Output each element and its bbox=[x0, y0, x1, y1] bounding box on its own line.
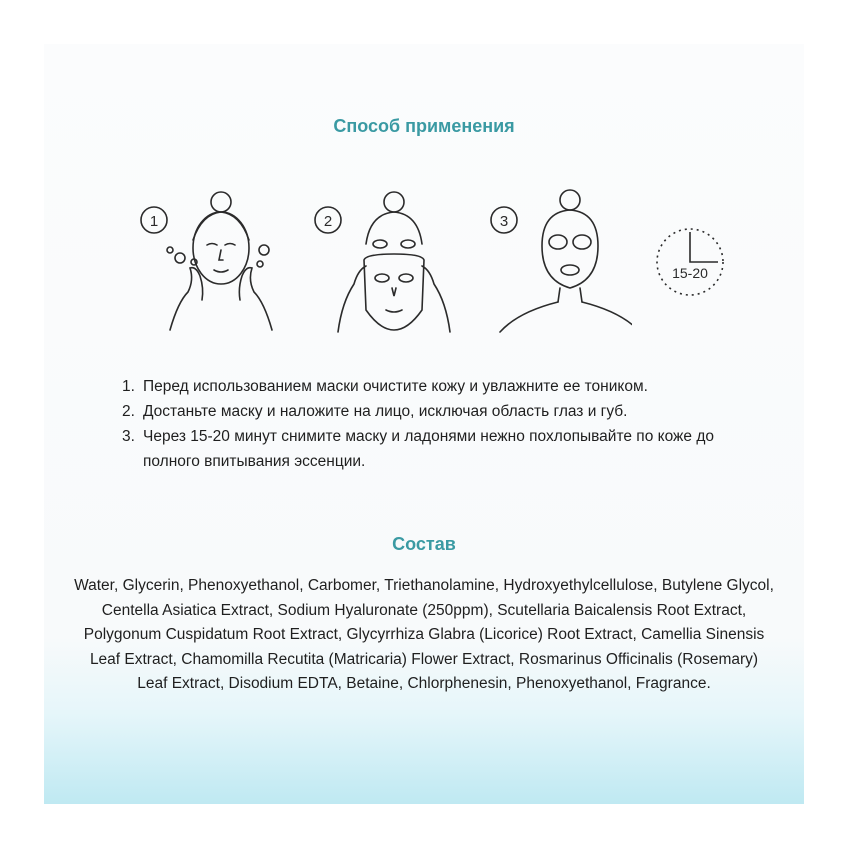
usage-title: Способ применения bbox=[333, 116, 515, 136]
masked-face-icon bbox=[542, 210, 598, 288]
step-text: Перед использованием маски очистите кожу и увлажните ее тоником. bbox=[143, 378, 648, 395]
step-text: Достаньте маску и наложите на лицо, исключая область глаз и губ. bbox=[143, 403, 628, 420]
step-number: 1. bbox=[122, 378, 135, 395]
timer-label: 15-20 bbox=[672, 265, 708, 281]
step-2-badge-label: 2 bbox=[323, 213, 333, 230]
right-hand-icon bbox=[239, 268, 272, 330]
left-hand-icon bbox=[338, 266, 366, 332]
step-3-illustration bbox=[482, 184, 632, 334]
timer-icon bbox=[654, 226, 726, 298]
usage-step bbox=[122, 399, 742, 424]
sheet-mask-icon bbox=[364, 254, 424, 330]
content-panel bbox=[44, 44, 804, 804]
right-hand-icon bbox=[422, 266, 450, 332]
left-hand-icon bbox=[170, 268, 203, 330]
step-1-badge-label: 1 bbox=[149, 213, 159, 230]
step-3-badge-label: 3 bbox=[499, 213, 509, 230]
composition-text: Water, Glycerin, Phenoxyethanol, Carbomer, Triethanolamine, Hydroxyethylcellulose, Butylene Glycol, Centella Asiatica Extract, Sodium Hyaluronate (250ppm), Scutellaria Baicalensis Root Extract, Polygonum Cuspidatum Root Extract, Glycyrrhiza Glabra (Licorice) Root Extract, Camellia Sinensis Leaf Extract, Chamomilla Recutita (Matricaria) Flower Extract, Rosmarinus Officinalis (Rosemary) Leaf Extract, Disodium EDTA, Betaine, Chlorphenesin, Phenoxyethanol, Fragrance. bbox=[74, 577, 774, 692]
step-2-illustration bbox=[308, 184, 458, 334]
composition-title: Состав bbox=[392, 534, 456, 554]
step-number: 3. bbox=[122, 428, 135, 445]
bubble-icon bbox=[175, 253, 185, 263]
usage-steps-list bbox=[122, 374, 742, 474]
usage-step bbox=[122, 374, 742, 399]
step-number: 2. bbox=[122, 403, 135, 420]
usage-step bbox=[122, 424, 742, 474]
step-text: Через 15-20 минут снимите маску и ладонями нежно похлопывайте по коже до полного впитывания эссенции. bbox=[143, 428, 714, 470]
usage-illustrations bbox=[132, 184, 722, 334]
step-1-illustration bbox=[132, 184, 282, 334]
head-bun-icon bbox=[384, 192, 404, 212]
head-bun-icon bbox=[211, 192, 231, 212]
head-bun-icon bbox=[560, 190, 580, 210]
